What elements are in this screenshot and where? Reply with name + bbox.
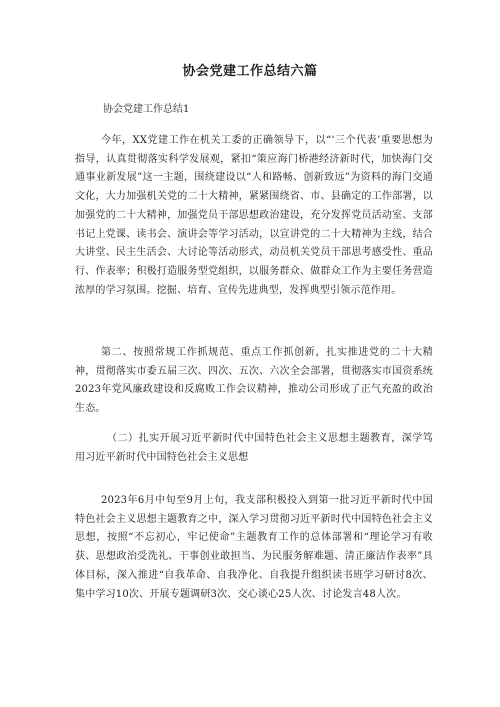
paragraph-3-heading: （二）扎实开展习近平新时代中国特色社会主义思想主题教育，深学笃用习近平新时代中国特色社会主义思想 [75,433,433,463]
document-subtitle: 协会党建工作总结1 [103,104,190,115]
document-title: 协会党建工作总结六篇 [182,64,318,79]
paragraph-1: 今年，XX党建工作在机关工委的正确领导下，以“‘三个代表’重要思想为指导，认真贯彻落实科学发展观，紧扣“策应海门桥港经济新时代，加快海门交通事业新发展”这一主题，围绕建设以“人和路畅、创新致远”为资料的海门交通文化，大力加强机关党的二十大精神，紧紧围绕省、市、县确定的工作部署，以加强党的二十大精神，加强党员干部思想政治建设，充分发挥党员活动室、支部书记上党课、读书会、演讲会等学习活动，以宣讲党的二十大精神为主线，结合大讲堂、民主生活会、大讨论等活动形式，动员机关党员干部思考感受性、重品行、作表率；积极打造服务型党组织，以服务群众、做群众工作为主要任务营造浓厚的学习氛围。挖掘、培育、宣传先进典型，发挥典型引领示范作用。 [75,135,433,296]
paragraph-2: 第二、按照常规工作抓规范、重点工作抓创新，扎实推进党的二十大精神，贯彻落实市委五届三次、四次、五次、六次全会部署，贯彻落实市国资系统2023年党风廉政建设和反腐败工作会议精神，推动公司形成了正气充盈的政治生态。 [75,347,433,415]
paragraph-4: 2023年6月中旬至9月上旬，我支部积极投入到第一批习近平新时代中国特色社会主义思想主题教育之中，深入学习贯彻习近平新时代中国特色社会主义思想，按照“不忘初心，牢记使命”主题教育工作的总体部署和“理论学习有收获、思想政治受洗礼、干事创业敢担当、为民服务解难题、清正廉洁作表率”具体目标，深入推进“自我革命、自我净化、自我提升组织读书班学习研讨8次、集中学习10次、开展专题调研3次、交心谈心25人次、讨论发言48人次。 [75,495,433,600]
